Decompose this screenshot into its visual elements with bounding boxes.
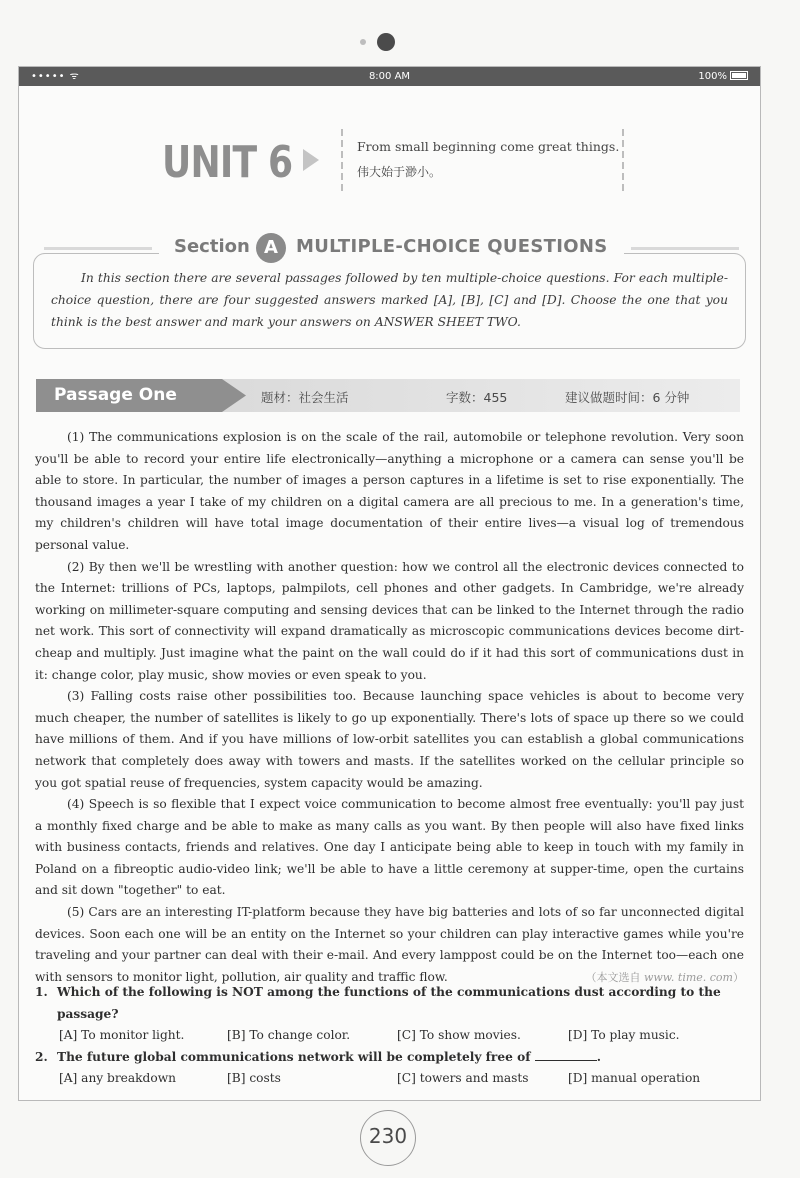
passage-label: Passage One — [54, 385, 177, 405]
motto-chinese: 伟大始于渺小。 — [357, 165, 442, 179]
answer-blank — [535, 1048, 597, 1061]
question-list — [35, 982, 744, 1090]
page-number-badge — [360, 1110, 420, 1170]
option-b[interactable]: [B] costs — [227, 1071, 281, 1086]
device-camera — [0, 33, 800, 53]
battery-status — [698, 67, 748, 86]
section-header — [19, 231, 760, 265]
option-b[interactable]: [B] To change color. — [227, 1028, 351, 1043]
section-intro: In this section there are several passages followed by ten multiple-choice questions. For each multiple-choice question, there are four suggested answers marked [A], [B], [C] and [D]. Choose the one that you think is the best answer and mark your answers on ANSWER SHEET TWO. — [51, 271, 728, 329]
option-c[interactable]: [C] towers and masts — [397, 1071, 529, 1086]
option-d[interactable]: [D] manual operation — [568, 1071, 701, 1086]
section-word: Section — [174, 236, 250, 257]
question-2-options — [35, 1068, 744, 1090]
motto-divider-right — [622, 129, 624, 191]
question-1-stem — [35, 982, 744, 1025]
source-site: www. time. com — [643, 970, 733, 984]
paragraph-1: (1) The communications explosion is on the scale of the rail, automobile or telephone revolution. Very soon you'll be able to record your entire life electronically—anything a microphone or a camera can sense you'll be able to store. In particular, the number of images a person captures in a lifetime is set to rise exponentially. The thousand images a year I take of my children on a digital camera are all precious to me. In a generation's time, my children's children will have total image documentation of their entire lives—a visual log of tremendous personal value. — [35, 430, 744, 552]
tablet-screen — [18, 66, 761, 1101]
paragraph-5 — [35, 902, 744, 988]
section-title: MULTIPLE-CHOICE QUESTIONS — [296, 236, 608, 257]
battery-percent: 100% — [698, 71, 727, 82]
motto-divider-left — [341, 129, 343, 191]
page-number: 230 — [368, 1124, 408, 1148]
question-end: . — [596, 1049, 601, 1064]
arrow-right-icon — [303, 149, 319, 171]
source-suffix: ） — [733, 970, 744, 984]
header-rule-left — [44, 247, 152, 250]
option-a[interactable]: [A] To monitor light. — [59, 1028, 185, 1043]
option-c[interactable]: [C] To show movies. — [397, 1028, 521, 1043]
question-number: 2. — [35, 1049, 48, 1064]
question-2-stem — [35, 1047, 744, 1069]
section-letter-badge: A — [256, 233, 286, 263]
question-1-options — [35, 1025, 744, 1047]
passage-body — [35, 427, 744, 988]
paragraph-3: (3) Falling costs raise other possibilities too. Because launching space vehicles is about to become very much cheaper, the number of satellites is likely to go up exponentially. There's lots of space up there so we could have millions of them. And if you have millions of low-orbit satellites you can establish a global communications network that completely does away with towers and masts. If the satellites worked on the cellular principle so you got spatial reuse of frequencies, system capacity would be amazing. — [35, 689, 744, 790]
paragraph-5-text: (5) Cars are an interesting IT-platform because they have big batteries and lots of so far unconnected digital devices. Soon each one will be an entity on the Internet so your children can play interactive games while you're traveling and your partner can deal with their e-mail. And every lamppost could be on the Internet too—each one with sensors to monitor light, pollution, air quality and traffic flow. — [35, 905, 744, 984]
sensor-dot — [360, 39, 366, 45]
unit-title: UNIT 6 — [162, 137, 293, 188]
question-text: The future global communications network will be completely free of — [57, 1049, 531, 1064]
passage-suggested-time: 建议做题时间：6 分钟 — [565, 390, 690, 405]
option-d[interactable]: [D] To play music. — [568, 1028, 680, 1043]
status-bar — [19, 67, 760, 86]
signal-indicator: ••••• ᯤ — [31, 71, 80, 82]
question-text: Which of the following is NOT among the functions of the communications dust according to the passage? — [57, 985, 721, 1021]
question-number: 1. — [35, 985, 48, 999]
header-rule-right — [631, 247, 739, 250]
battery-icon — [730, 71, 748, 80]
option-a[interactable]: [A] any breakdown — [59, 1071, 176, 1086]
motto-english: From small beginning come great things. — [357, 139, 620, 154]
passage-topic: 题材：社会生活 — [261, 390, 349, 405]
passage-word-count: 字数：455 — [446, 390, 508, 405]
status-time: 8:00 AM — [368, 71, 411, 82]
paragraph-4: (4) Speech is so flexible that I expect voice communication to become almost free eventually: you'll pay just a monthly fixed charge and be able to make as many calls as you want. By then people will also have fixed links with business contacts, friends and relatives. One day I anticipate being able to keep in touch with my family in Poland on a fibreoptic audio-video link; we'll be able to have a little ceremony at supper-time, open the curtains and sit down "together" to eat. — [35, 797, 744, 898]
source-prefix: （本文选自 — [585, 970, 644, 984]
paragraph-2: (2) By then we'll be wrestling with another question: how we control all the electronic devices connected to the Internet: trillions of PCs, laptops, palmpilots, cell phones and other gadgets. In Cambridge, we're already working on millimeter-square computing and sensing devices that can be linked to the Internet through the radio net work. This sort of connectivity will expand dramatically as microscopic communications devices become dirt-cheap and multiply. Just imagine what the paint on the wall could do if it had this sort of communications dust in it: change color, play music, show movies or even speak to you. — [35, 559, 744, 682]
camera-lens — [377, 33, 395, 51]
